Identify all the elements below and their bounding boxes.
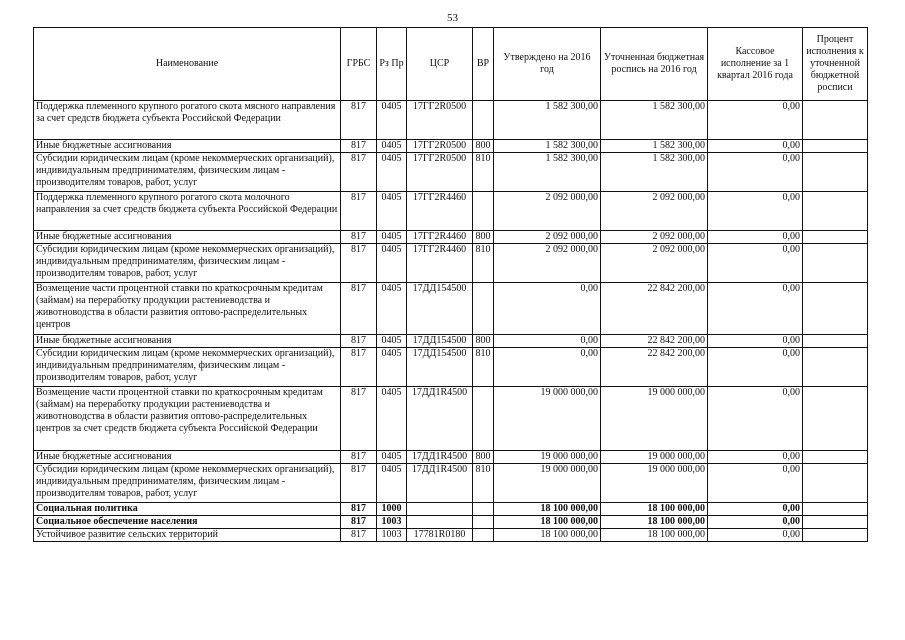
cell-refined: 22 842 200,00	[601, 335, 708, 348]
header-refined: Уточненная бюджетная роспись на 2016 год	[601, 28, 708, 101]
cell-name: Поддержка племенного крупного рогатого скота молочного направления за счет средств бюджета субъекта Российской Федерации	[34, 192, 341, 231]
cell-grbs: 817	[341, 464, 377, 503]
cell-refined: 19 000 000,00	[601, 451, 708, 464]
cell-refined: 2 092 000,00	[601, 231, 708, 244]
cell-cash: 0,00	[708, 464, 803, 503]
cell-cash: 0,00	[708, 140, 803, 153]
cell-approved: 18 100 000,00	[494, 529, 601, 542]
cell-grbs: 817	[341, 451, 377, 464]
cell-rzpr: 0405	[377, 153, 407, 192]
cell-grbs: 817	[341, 244, 377, 283]
cell-name: Возмещение части процентной ставки по краткосрочным кредитам (займам) на переработку продукции растениеводства и животноводства в области развития оптово-распределительных центров за счет средств бюджета субъекта Российской Федерации	[34, 387, 341, 451]
cell-vr: 810	[473, 244, 494, 283]
cell-approved: 2 092 000,00	[494, 231, 601, 244]
cell-csr: 17781R0180	[407, 529, 473, 542]
cell-name: Устойчивое развитие сельских территорий	[34, 529, 341, 542]
cell-name: Субсидии юридическим лицам (кроме некоммерческих организаций), индивидуальным предпринимателям, физическим лицам - производителям товаров, работ, услуг	[34, 348, 341, 387]
table-row	[34, 529, 868, 542]
cell-grbs: 817	[341, 387, 377, 451]
cell-percent	[803, 503, 868, 516]
cell-refined: 2 092 000,00	[601, 244, 708, 283]
cell-percent	[803, 348, 868, 387]
cell-rzpr: 0405	[377, 231, 407, 244]
cell-rzpr: 1000	[377, 503, 407, 516]
page-number: 53	[447, 12, 458, 24]
header-cash: Кассовое исполнение за 1 квартал 2016 года	[708, 28, 803, 101]
cell-refined: 1 582 300,00	[601, 101, 708, 140]
cell-grbs: 817	[341, 231, 377, 244]
table-row	[34, 283, 868, 335]
cell-refined: 18 100 000,00	[601, 503, 708, 516]
cell-cash: 0,00	[708, 283, 803, 335]
cell-csr: 17ГГ2R0500	[407, 153, 473, 192]
cell-csr: 17ГГ2R4460	[407, 244, 473, 283]
cell-cash: 0,00	[708, 153, 803, 192]
cell-approved: 18 100 000,00	[494, 503, 601, 516]
table-row	[34, 244, 868, 283]
table-row	[34, 335, 868, 348]
cell-refined: 22 842 200,00	[601, 283, 708, 335]
cell-csr: 17ДД1R4500	[407, 387, 473, 451]
cell-cash: 0,00	[708, 348, 803, 387]
cell-rzpr: 0405	[377, 283, 407, 335]
table-row	[34, 387, 868, 451]
table-row	[34, 348, 868, 387]
cell-rzpr: 0405	[377, 464, 407, 503]
cell-csr	[407, 503, 473, 516]
cell-csr: 17ДД154500	[407, 348, 473, 387]
table-row	[34, 503, 868, 516]
cell-approved: 1 582 300,00	[494, 101, 601, 140]
table-row	[34, 464, 868, 503]
cell-cash: 0,00	[708, 516, 803, 529]
cell-name: Субсидии юридическим лицам (кроме некоммерческих организаций), индивидуальным предпринимателям, физическим лицам - производителям товаров, работ, услуг	[34, 244, 341, 283]
cell-approved: 0,00	[494, 335, 601, 348]
cell-cash: 0,00	[708, 244, 803, 283]
cell-refined: 18 100 000,00	[601, 529, 708, 542]
cell-name: Возмещение части процентной ставки по краткосрочным кредитам (займам) на переработку продукции растениеводства и животноводства в области развития оптово-распределительных центров	[34, 283, 341, 335]
cell-rzpr: 0405	[377, 335, 407, 348]
cell-approved: 2 092 000,00	[494, 192, 601, 231]
header-csr: ЦСР	[407, 28, 473, 101]
cell-name: Субсидии юридическим лицам (кроме некоммерческих организаций), индивидуальным предпринимателям, физическим лицам - производителям товаров, работ, услуг	[34, 464, 341, 503]
cell-cash: 0,00	[708, 335, 803, 348]
cell-grbs: 817	[341, 140, 377, 153]
cell-csr: 17ДД154500	[407, 283, 473, 335]
cell-vr	[473, 387, 494, 451]
cell-percent	[803, 101, 868, 140]
cell-vr: 800	[473, 231, 494, 244]
cell-cash: 0,00	[708, 503, 803, 516]
cell-csr: 17ГГ2R0500	[407, 101, 473, 140]
cell-grbs: 817	[341, 503, 377, 516]
cell-approved: 0,00	[494, 283, 601, 335]
table-row	[34, 101, 868, 140]
cell-refined: 19 000 000,00	[601, 464, 708, 503]
cell-grbs: 817	[341, 153, 377, 192]
cell-approved: 19 000 000,00	[494, 387, 601, 451]
cell-rzpr: 1003	[377, 516, 407, 529]
cell-approved: 2 092 000,00	[494, 244, 601, 283]
cell-percent	[803, 516, 868, 529]
cell-rzpr: 0405	[377, 451, 407, 464]
header-vr: ВР	[473, 28, 494, 101]
cell-rzpr: 0405	[377, 348, 407, 387]
cell-vr: 810	[473, 348, 494, 387]
cell-cash: 0,00	[708, 101, 803, 140]
table-row	[34, 140, 868, 153]
cell-name: Иные бюджетные ассигнования	[34, 231, 341, 244]
cell-vr: 810	[473, 464, 494, 503]
cell-grbs: 817	[341, 101, 377, 140]
cell-refined: 22 842 200,00	[601, 348, 708, 387]
table-row	[34, 231, 868, 244]
header-approved: Утверждено на 2016 год	[494, 28, 601, 101]
cell-refined: 1 582 300,00	[601, 140, 708, 153]
cell-percent	[803, 153, 868, 192]
cell-refined: 18 100 000,00	[601, 516, 708, 529]
cell-cash: 0,00	[708, 451, 803, 464]
cell-name: Поддержка племенного крупного рогатого скота мясного направления за счет средств бюджета субъекта Российской Федерации	[34, 101, 341, 140]
cell-csr: 17ДД1R4500	[407, 451, 473, 464]
cell-csr: 17ГГ2R0500	[407, 140, 473, 153]
cell-percent	[803, 464, 868, 503]
cell-grbs: 817	[341, 529, 377, 542]
header-rzpr: Рз Пр	[377, 28, 407, 101]
cell-rzpr: 0405	[377, 387, 407, 451]
cell-vr	[473, 192, 494, 231]
cell-refined: 1 582 300,00	[601, 153, 708, 192]
cell-csr: 17ГГ2R4460	[407, 231, 473, 244]
cell-name: Иные бюджетные ассигнования	[34, 140, 341, 153]
cell-vr: 810	[473, 153, 494, 192]
cell-vr	[473, 503, 494, 516]
cell-name: Иные бюджетные ассигнования	[34, 451, 341, 464]
cell-csr: 17ДД1R4500	[407, 464, 473, 503]
cell-name: Субсидии юридическим лицам (кроме некоммерческих организаций), индивидуальным предпринимателям, физическим лицам - производителям товаров, работ, услуг	[34, 153, 341, 192]
header-name: Наименование	[34, 28, 341, 101]
cell-percent	[803, 451, 868, 464]
cell-vr: 800	[473, 140, 494, 153]
cell-rzpr: 1003	[377, 529, 407, 542]
cell-percent	[803, 244, 868, 283]
cell-cash: 0,00	[708, 387, 803, 451]
cell-grbs: 817	[341, 348, 377, 387]
table-header-row	[34, 28, 868, 101]
table-row	[34, 451, 868, 464]
cell-approved: 19 000 000,00	[494, 464, 601, 503]
cell-rzpr: 0405	[377, 101, 407, 140]
cell-vr	[473, 101, 494, 140]
cell-approved: 18 100 000,00	[494, 516, 601, 529]
budget-table	[33, 27, 868, 542]
cell-percent	[803, 529, 868, 542]
cell-percent	[803, 192, 868, 231]
cell-percent	[803, 140, 868, 153]
cell-name: Иные бюджетные ассигнования	[34, 335, 341, 348]
cell-refined: 19 000 000,00	[601, 387, 708, 451]
table-row	[34, 516, 868, 529]
cell-vr: 800	[473, 335, 494, 348]
cell-grbs: 817	[341, 192, 377, 231]
cell-vr	[473, 283, 494, 335]
cell-cash: 0,00	[708, 192, 803, 231]
cell-approved: 0,00	[494, 348, 601, 387]
header-grbs: ГРБС	[341, 28, 377, 101]
cell-grbs: 817	[341, 516, 377, 529]
cell-name: Социальная политика	[34, 503, 341, 516]
table-row	[34, 153, 868, 192]
table-row	[34, 192, 868, 231]
cell-cash: 0,00	[708, 529, 803, 542]
cell-vr	[473, 516, 494, 529]
cell-csr	[407, 516, 473, 529]
cell-approved: 1 582 300,00	[494, 140, 601, 153]
cell-percent	[803, 231, 868, 244]
cell-approved: 1 582 300,00	[494, 153, 601, 192]
cell-vr: 800	[473, 451, 494, 464]
cell-rzpr: 0405	[377, 140, 407, 153]
cell-rzpr: 0405	[377, 192, 407, 231]
cell-percent	[803, 387, 868, 451]
cell-cash: 0,00	[708, 231, 803, 244]
cell-csr: 17ГГ2R4460	[407, 192, 473, 231]
cell-percent	[803, 283, 868, 335]
cell-percent	[803, 335, 868, 348]
cell-grbs: 817	[341, 283, 377, 335]
cell-rzpr: 0405	[377, 244, 407, 283]
cell-grbs: 817	[341, 335, 377, 348]
cell-name: Социальное обеспечение населения	[34, 516, 341, 529]
header-percent: Процент исполнения к уточненной бюджетной росписи	[803, 28, 868, 101]
cell-approved: 19 000 000,00	[494, 451, 601, 464]
cell-vr	[473, 529, 494, 542]
cell-csr: 17ДД154500	[407, 335, 473, 348]
cell-refined: 2 092 000,00	[601, 192, 708, 231]
